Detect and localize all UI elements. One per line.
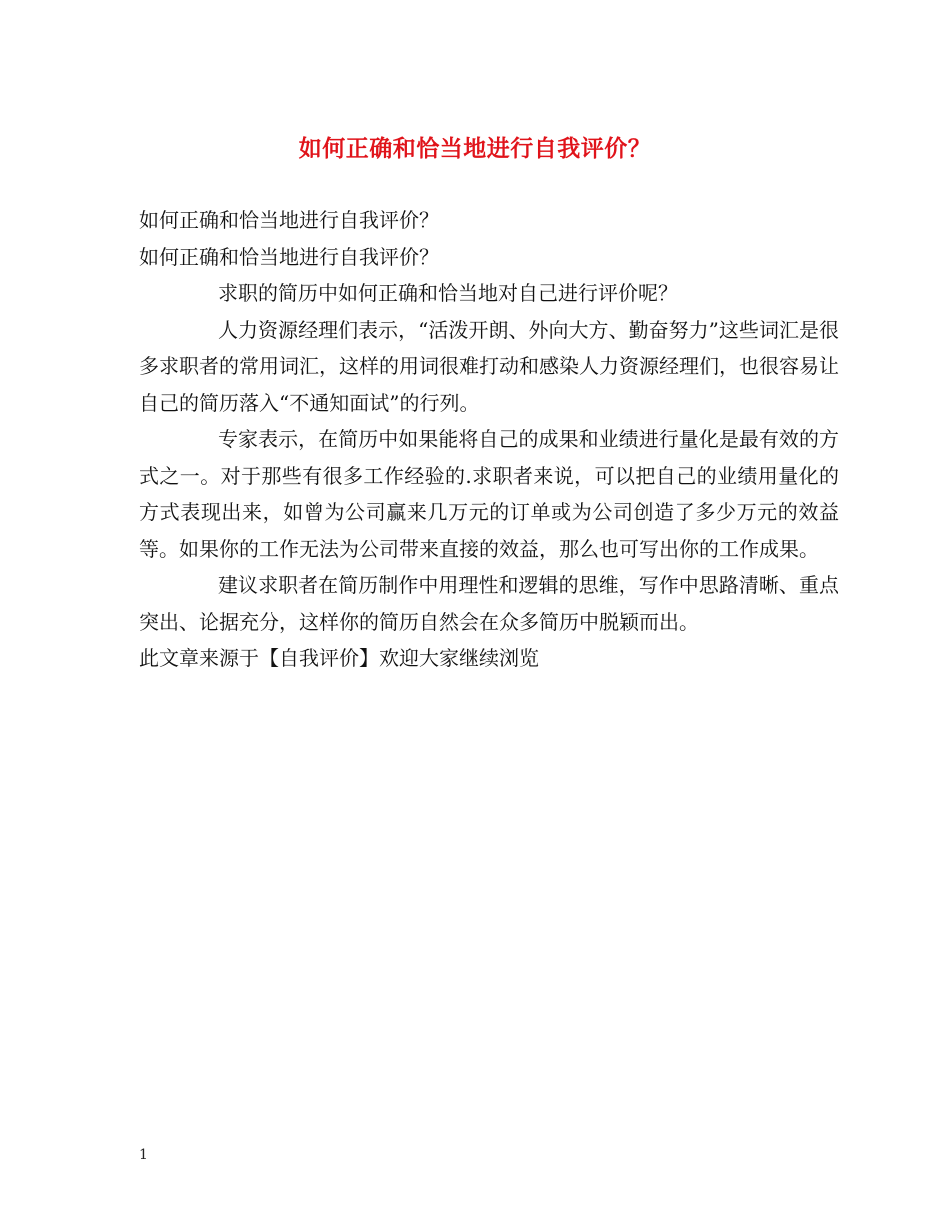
paragraph-heading-repeat-1: 如何正确和恰当地进行自我评价？: [139, 208, 439, 232]
document-title: 如何正确和恰当地进行自我评价？: [298, 135, 652, 162]
document-body: [139, 202, 839, 677]
paragraph-question: 求职的简历中如何正确和恰当地对自己进行评价呢？: [218, 281, 678, 305]
paragraph-source-note: 此文章来源于【自我评价】欢迎大家继续浏览: [139, 646, 539, 670]
paragraph-heading-repeat-2: 如何正确和恰当地进行自我评价？: [139, 244, 439, 269]
paragraph-advice: 建议求职者在简历制作中用理性和逻辑的思维，写作中思路清晰、重点突出、论据充分，这样你的简历自然会在众多简历中脱颖而出。: [139, 573, 839, 634]
paragraph-hr-managers: 人力资源经理们表示，“活泼开朗、外向大方、勤奋努力”这些词汇是很多求职者的常用词汇，这样的用词很难打动和感染人力资源经理们，也很容易让自己的简历落入“不通知面试”的行列。: [139, 317, 839, 415]
page-number: 1: [139, 1147, 148, 1163]
paragraph-experts: 专家表示，在简历中如果能将自己的成果和业绩进行量化是最有效的方式之一。对于那些有很多工作经验的.求职者来说，可以把自己的业绩用量化的方式表现出来，如曾为公司赢来几万元的订单或为公司创造了多少万元的效益等。如果你的工作无法为公司带来直接的效益，那么也可写出你的工作成果。: [139, 427, 839, 561]
